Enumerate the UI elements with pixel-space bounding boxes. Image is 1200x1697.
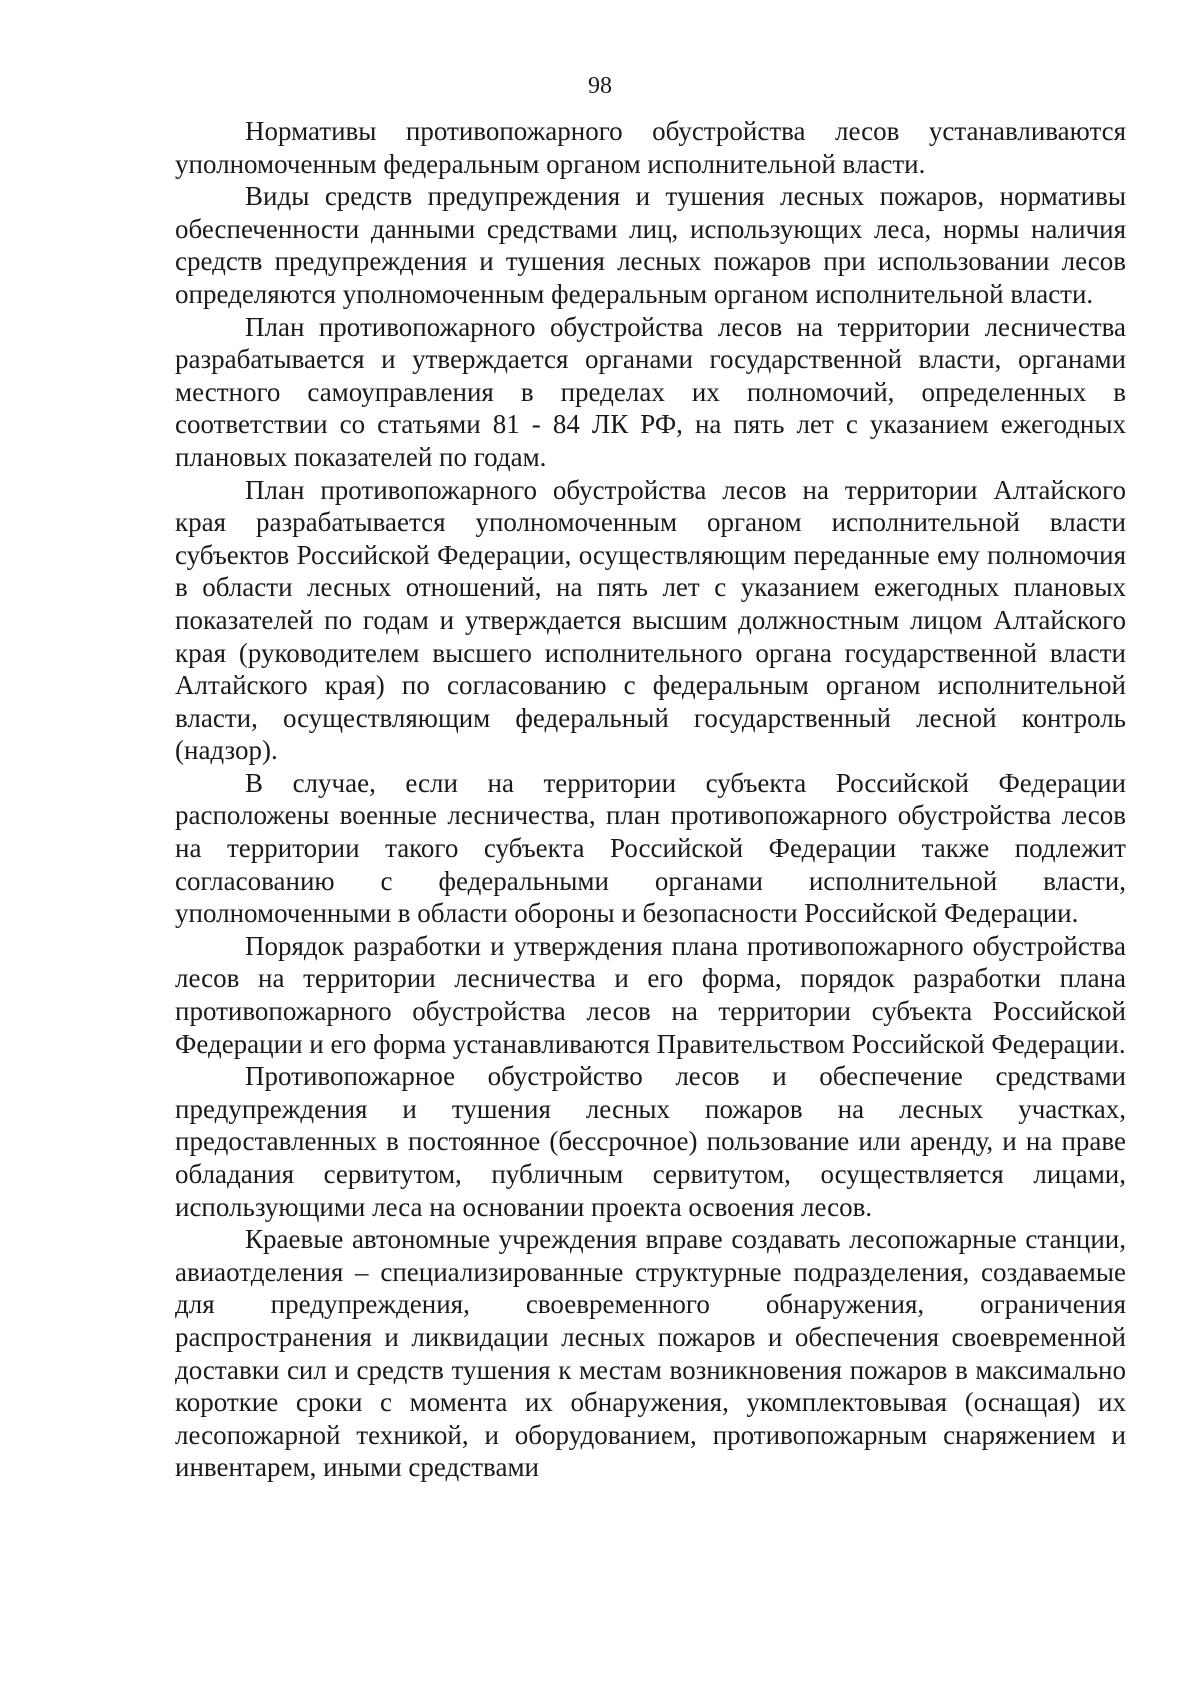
- paragraph: Противопожарное обустройство лесов и обеспечение средствами предупреждения и тушения лесных пожаров на лесных участках, предоставленных в постоянное (бессрочное) пользование или аренду, и на праве обладания сервитутом, публичным сервитутом, осуществляется лицами, использующими леса на основании проекта освоения лесов.: [175, 1061, 1126, 1222]
- paragraph: Порядок разработки и утверждения плана противопожарного обустройства лесов на территории лесничества и его форма, порядок разработки плана противопожарного обустройства лесов на территории субъекта Российской Федерации и его форма устанавливаются Правительством Российской Федерации.: [175, 930, 1126, 1059]
- page-number: 98: [588, 73, 612, 99]
- paragraph: В случае, если на территории субъекта Российской Федерации расположены военные лесничества, план противопожарного обустройства лесов на территории такого субъекта Российской Федерации также подлежит согласованию с федеральными органами исполнительной власти, уполномоченными в области обороны и безопасности Российской Федерации.: [175, 767, 1126, 929]
- paragraph: Виды средств предупреждения и тушения лесных пожаров, нормативы обеспеченности данными средствами лиц, использующих леса, нормы наличия средств предупреждения и тушения лесных пожаров при использовании лесов определяются уполномоченным федеральным органом исполнительной власти.: [175, 181, 1126, 309]
- paragraph: Краевые автономные учреждения вправе создавать лесопожарные станции, авиаотделения – специализированные структурные подразделения, создаваемые для предупреждения, своевременного обнаружения, ограничения распространения и ликвидации лесных пожаров и обеспечения своевременной доставки сил и средств тушения к местам возникновения пожаров в максимально короткие сроки с момента их обнаружения, укомплектовывая (оснащая) их лесопожарной техникой, и оборудованием, противопожарным снаряжением и инвентарем, иными средствами: [175, 1224, 1126, 1483]
- document-body: [175, 115, 1126, 1484]
- paragraph: Нормативы противопожарного обустройства лесов устанавливаются уполномоченным федеральным органом исполнительной власти.: [175, 116, 1126, 179]
- paragraph: План противопожарного обустройства лесов на территории Алтайского края разрабатывается уполномоченным органом исполнительной власти субъектов Российской Федерации, осуществляющим переданные ему полномочия в области лесных отношений, на пять лет с указанием ежегодных плановых показателей по годам и утверждается высшим должностным лицом Алтайского края (руководителем высшего исполнительного органа государственной власти Алтайского края) по согласованию с федеральным органом исполнительной власти, осуществляющим федеральный государственный лесной контроль (надзор).: [175, 474, 1126, 766]
- paragraph: План противопожарного обустройства лесов на территории лесничества разрабатывается и утверждается органами государственной власти, органами местного самоуправления в пределах их полномочий, определенных в соответствии со статьями 81 - 84 ЛК РФ, на пять лет с указанием ежегодных плановых показателей по годам.: [175, 311, 1126, 472]
